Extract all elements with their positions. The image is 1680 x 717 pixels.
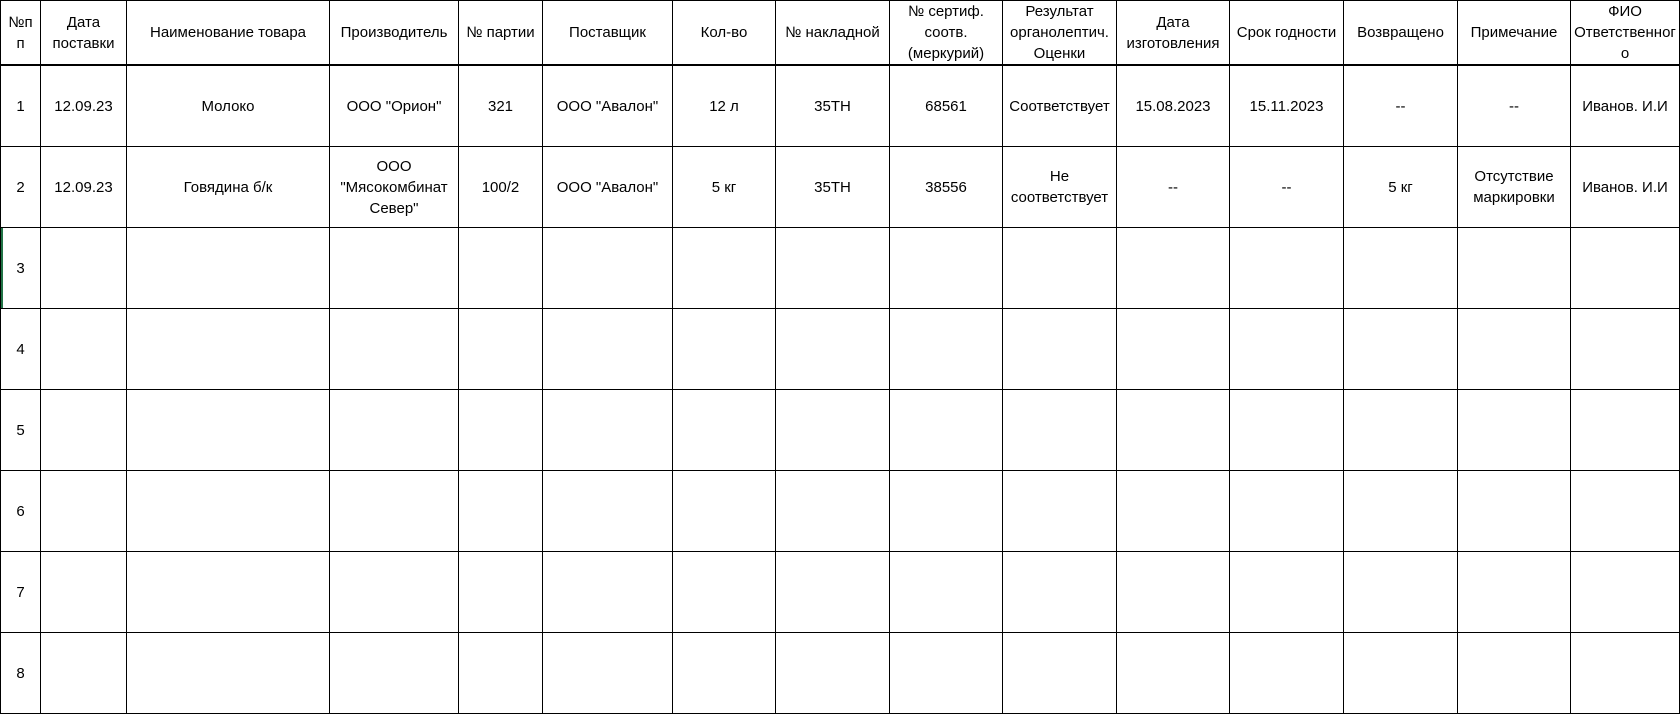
header-certificate-number[interactable]: № сертиф. соотв. (меркурий) bbox=[890, 1, 1003, 66]
cell-expiry-date[interactable] bbox=[1230, 309, 1344, 390]
cell-batch-number[interactable]: 321 bbox=[459, 65, 543, 147]
cell-quantity[interactable] bbox=[673, 228, 776, 309]
cell-product-name[interactable] bbox=[127, 309, 330, 390]
cell-manufacture-date[interactable] bbox=[1117, 228, 1230, 309]
cell-returned[interactable] bbox=[1344, 471, 1458, 552]
cell-manufacture-date[interactable] bbox=[1117, 552, 1230, 633]
cell-expiry-date[interactable] bbox=[1230, 390, 1344, 471]
cell-organoleptic-result[interactable] bbox=[1003, 633, 1117, 714]
header-row bbox=[1, 1, 1680, 66]
cell-returned[interactable] bbox=[1344, 633, 1458, 714]
cell-batch-number[interactable] bbox=[459, 633, 543, 714]
header-invoice-number[interactable]: № накладной bbox=[776, 1, 890, 66]
cell-manufacturer[interactable] bbox=[330, 309, 459, 390]
cell-responsible-person[interactable] bbox=[1571, 552, 1680, 633]
cell-certificate-number[interactable] bbox=[890, 228, 1003, 309]
header-supplier[interactable]: Поставщик bbox=[543, 1, 673, 66]
cell-returned[interactable] bbox=[1344, 552, 1458, 633]
cell-manufacturer[interactable]: ООО "Мясокомбинат Север" bbox=[330, 147, 459, 228]
cell-note[interactable]: Отсутствие маркировки bbox=[1458, 147, 1571, 228]
cell-supplier[interactable] bbox=[543, 309, 673, 390]
header-product-name[interactable]: Наименование товара bbox=[127, 1, 330, 66]
cell-row-number[interactable]: 3 bbox=[1, 228, 41, 309]
cell-delivery-date[interactable] bbox=[41, 228, 127, 309]
cell-product-name[interactable]: Говядина б/к bbox=[127, 147, 330, 228]
cell-quantity[interactable] bbox=[673, 471, 776, 552]
cell-quantity[interactable] bbox=[673, 390, 776, 471]
cell-note[interactable] bbox=[1458, 309, 1571, 390]
cell-delivery-date[interactable]: 12.09.23 bbox=[41, 147, 127, 228]
cell-certificate-number[interactable] bbox=[890, 633, 1003, 714]
cell-batch-number[interactable] bbox=[459, 228, 543, 309]
cell-supplier[interactable]: ООО "Авалон" bbox=[543, 65, 673, 147]
cell-supplier[interactable] bbox=[543, 552, 673, 633]
header-note[interactable]: Примечание bbox=[1458, 1, 1571, 66]
cell-responsible-person[interactable] bbox=[1571, 228, 1680, 309]
cell-organoleptic-result[interactable]: Не соответствует bbox=[1003, 147, 1117, 228]
cell-quantity[interactable]: 5 кг bbox=[673, 147, 776, 228]
cell-expiry-date[interactable] bbox=[1230, 471, 1344, 552]
header-quantity[interactable]: Кол-во bbox=[673, 1, 776, 66]
header-row-number[interactable]: №п п bbox=[1, 1, 41, 66]
table-row bbox=[1, 147, 1680, 228]
header-manufacturer[interactable]: Производитель bbox=[330, 1, 459, 66]
cell-note[interactable]: -- bbox=[1458, 65, 1571, 147]
cell-certificate-number[interactable] bbox=[890, 471, 1003, 552]
cell-expiry-date[interactable] bbox=[1230, 633, 1344, 714]
cell-certificate-number[interactable]: 68561 bbox=[890, 65, 1003, 147]
cell-manufacturer[interactable] bbox=[330, 390, 459, 471]
cell-invoice-number[interactable] bbox=[776, 309, 890, 390]
cell-delivery-date[interactable] bbox=[41, 633, 127, 714]
cell-expiry-date[interactable] bbox=[1230, 552, 1344, 633]
cell-responsible-person[interactable] bbox=[1571, 471, 1680, 552]
cell-organoleptic-result[interactable] bbox=[1003, 552, 1117, 633]
cell-certificate-number[interactable] bbox=[890, 552, 1003, 633]
cell-product-name[interactable] bbox=[127, 633, 330, 714]
header-organoleptic-result[interactable]: Результат органолептич. Оценки bbox=[1003, 1, 1117, 66]
cell-product-name[interactable] bbox=[127, 471, 330, 552]
cell-invoice-number[interactable] bbox=[776, 390, 890, 471]
header-manufacture-date[interactable]: Дата изготовления bbox=[1117, 1, 1230, 66]
cell-returned[interactable] bbox=[1344, 390, 1458, 471]
cell-row-number[interactable]: 5 bbox=[1, 390, 41, 471]
cell-organoleptic-result[interactable] bbox=[1003, 390, 1117, 471]
cell-row-number[interactable]: 4 bbox=[1, 309, 41, 390]
cell-manufacture-date[interactable] bbox=[1117, 390, 1230, 471]
cell-note[interactable] bbox=[1458, 471, 1571, 552]
cell-batch-number[interactable] bbox=[459, 309, 543, 390]
cell-product-name[interactable] bbox=[127, 390, 330, 471]
cell-row-number[interactable]: 1 bbox=[1, 65, 41, 147]
cell-note[interactable] bbox=[1458, 228, 1571, 309]
cell-note[interactable] bbox=[1458, 390, 1571, 471]
cell-manufacture-date[interactable] bbox=[1117, 633, 1230, 714]
cell-quantity[interactable] bbox=[673, 552, 776, 633]
table-row bbox=[1, 309, 1680, 390]
cell-invoice-number[interactable] bbox=[776, 471, 890, 552]
table-row bbox=[1, 390, 1680, 471]
table-row bbox=[1, 228, 1680, 309]
cell-organoleptic-result[interactable] bbox=[1003, 228, 1117, 309]
cell-manufacturer[interactable] bbox=[330, 633, 459, 714]
cell-manufacture-date[interactable]: -- bbox=[1117, 147, 1230, 228]
table-row bbox=[1, 633, 1680, 714]
cell-product-name[interactable]: Молоко bbox=[127, 65, 330, 147]
cell-responsible-person[interactable]: Иванов. И.И bbox=[1571, 147, 1680, 228]
cell-invoice-number[interactable]: 35ТН bbox=[776, 65, 890, 147]
cell-returned[interactable]: -- bbox=[1344, 65, 1458, 147]
cell-supplier[interactable] bbox=[543, 633, 673, 714]
cell-invoice-number[interactable] bbox=[776, 228, 890, 309]
cell-row-number[interactable]: 2 bbox=[1, 147, 41, 228]
cell-certificate-number[interactable]: 38556 bbox=[890, 147, 1003, 228]
cell-expiry-date[interactable] bbox=[1230, 228, 1344, 309]
cell-manufacture-date[interactable] bbox=[1117, 309, 1230, 390]
cell-returned[interactable] bbox=[1344, 309, 1458, 390]
cell-invoice-number[interactable] bbox=[776, 633, 890, 714]
table-row bbox=[1, 552, 1680, 633]
header-returned[interactable]: Возвращено bbox=[1344, 1, 1458, 66]
cell-supplier[interactable] bbox=[543, 390, 673, 471]
cell-organoleptic-result[interactable] bbox=[1003, 309, 1117, 390]
cell-manufacturer[interactable] bbox=[330, 552, 459, 633]
cell-manufacture-date[interactable] bbox=[1117, 471, 1230, 552]
cell-product-name[interactable] bbox=[127, 228, 330, 309]
cell-quantity[interactable] bbox=[673, 633, 776, 714]
cell-supplier[interactable] bbox=[543, 228, 673, 309]
cell-batch-number[interactable]: 100/2 bbox=[459, 147, 543, 228]
cell-returned[interactable]: 5 кг bbox=[1344, 147, 1458, 228]
cell-row-number[interactable]: 8 bbox=[1, 633, 41, 714]
cell-delivery-date[interactable] bbox=[41, 471, 127, 552]
table-row bbox=[1, 65, 1680, 147]
cell-batch-number[interactable] bbox=[459, 471, 543, 552]
cell-supplier[interactable]: ООО "Авалон" bbox=[543, 147, 673, 228]
cell-note[interactable] bbox=[1458, 552, 1571, 633]
cell-manufacturer[interactable] bbox=[330, 471, 459, 552]
cell-invoice-number[interactable] bbox=[776, 552, 890, 633]
cell-row-number[interactable]: 7 bbox=[1, 552, 41, 633]
cell-note[interactable] bbox=[1458, 633, 1571, 714]
cell-row-number[interactable]: 6 bbox=[1, 471, 41, 552]
cell-product-name[interactable] bbox=[127, 552, 330, 633]
table-row bbox=[1, 471, 1680, 552]
header-responsible-person[interactable]: ФИО Ответственног о bbox=[1571, 1, 1680, 66]
cell-certificate-number[interactable] bbox=[890, 309, 1003, 390]
cell-certificate-number[interactable] bbox=[890, 390, 1003, 471]
cell-organoleptic-result[interactable]: Соответствует bbox=[1003, 65, 1117, 147]
cell-delivery-date[interactable] bbox=[41, 552, 127, 633]
cell-invoice-number[interactable]: 35ТН bbox=[776, 147, 890, 228]
cell-quantity[interactable]: 12 л bbox=[673, 65, 776, 147]
cell-manufacturer[interactable] bbox=[330, 228, 459, 309]
cell-returned[interactable] bbox=[1344, 228, 1458, 309]
cell-expiry-date[interactable]: -- bbox=[1230, 147, 1344, 228]
cell-responsible-person[interactable] bbox=[1571, 309, 1680, 390]
cell-organoleptic-result[interactable] bbox=[1003, 471, 1117, 552]
cell-expiry-date[interactable]: 15.11.2023 bbox=[1230, 65, 1344, 147]
cell-quantity[interactable] bbox=[673, 309, 776, 390]
header-batch-number[interactable]: № партии bbox=[459, 1, 543, 66]
cell-delivery-date[interactable]: 12.09.23 bbox=[41, 65, 127, 147]
cell-responsible-person[interactable]: Иванов. И.И bbox=[1571, 65, 1680, 147]
cell-responsible-person[interactable] bbox=[1571, 633, 1680, 714]
cell-batch-number[interactable] bbox=[459, 552, 543, 633]
cell-delivery-date[interactable] bbox=[41, 390, 127, 471]
cell-responsible-person[interactable] bbox=[1571, 390, 1680, 471]
cell-delivery-date[interactable] bbox=[41, 309, 127, 390]
header-delivery-date[interactable]: Дата поставки bbox=[41, 1, 127, 66]
cell-batch-number[interactable] bbox=[459, 390, 543, 471]
cell-manufacturer[interactable]: ООО "Орион" bbox=[330, 65, 459, 147]
cell-manufacture-date[interactable]: 15.08.2023 bbox=[1117, 65, 1230, 147]
cell-supplier[interactable] bbox=[543, 471, 673, 552]
header-expiry-date[interactable]: Срок годности bbox=[1230, 1, 1344, 66]
